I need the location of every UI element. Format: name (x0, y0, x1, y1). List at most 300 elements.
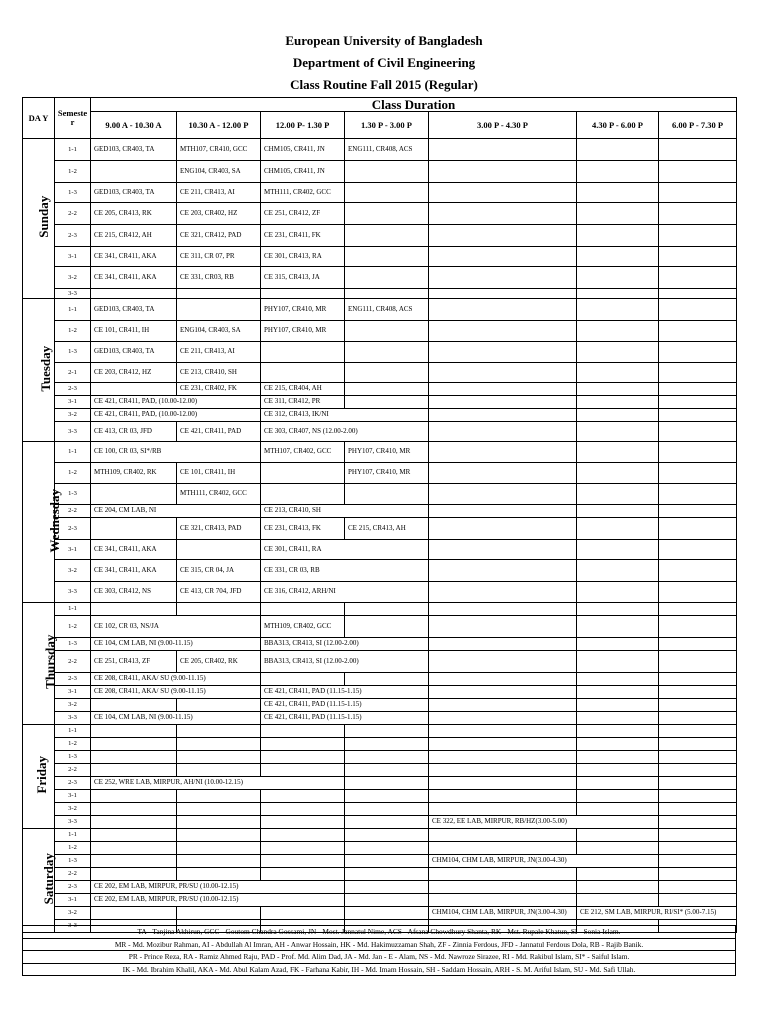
routine-row (23, 582, 737, 603)
class-cell (577, 463, 659, 484)
routine-row (23, 751, 737, 764)
class-cell (659, 673, 737, 686)
class-cell (577, 790, 659, 803)
class-cell (659, 289, 737, 299)
class-cell (577, 363, 659, 383)
class-cell (577, 383, 659, 396)
class-cell: CE 231, CR413, FK (261, 518, 345, 540)
class-cell (429, 505, 577, 518)
routine-row (23, 738, 737, 751)
class-cell: CE 421, CR411, PAD (11.15-1.15) (261, 699, 429, 712)
time-slot-header: 1.30 P - 3.00 P (345, 112, 429, 139)
class-cell: CE 212, SM LAB, MIRPUR, RI/SI* (5.00-7.15) (577, 907, 737, 920)
semester-cell: 3-3 (55, 712, 91, 725)
class-cell (429, 518, 577, 540)
class-cell (345, 161, 429, 183)
class-cell (429, 638, 577, 651)
class-cell (429, 289, 577, 299)
day-label-text: Wednesday (47, 488, 63, 553)
class-cell (577, 651, 659, 673)
day-label-text: Tuesday (38, 345, 54, 392)
routine-body (23, 139, 737, 933)
faculty-legend (22, 925, 736, 976)
class-cell: CE 331, CR03, RB (177, 267, 261, 289)
class-cell (659, 764, 737, 777)
class-cell (261, 738, 345, 751)
class-cell (577, 712, 659, 725)
class-cell (429, 299, 577, 321)
class-cell (659, 409, 737, 422)
class-cell (429, 790, 577, 803)
class-cell (429, 764, 577, 777)
semester-cell: 3-2 (55, 699, 91, 712)
routine-row (23, 638, 737, 651)
class-cell (429, 686, 577, 699)
day-label (23, 829, 55, 933)
routine-row (23, 803, 737, 816)
class-cell (429, 321, 577, 342)
class-cell: BBA313, CR413, SI (12.00-2.00) (261, 651, 429, 673)
class-cell (659, 638, 737, 651)
class-cell (177, 829, 261, 842)
class-cell: PHY107, CR410, MR (345, 442, 429, 463)
class-cell (659, 855, 737, 868)
class-cell (345, 764, 429, 777)
routine-row (23, 816, 737, 829)
semester-cell: 1-3 (55, 484, 91, 505)
semester-cell: 1-1 (55, 442, 91, 463)
class-cell (429, 868, 577, 881)
class-cell (177, 764, 261, 777)
class-cell (345, 289, 429, 299)
class-cell (577, 638, 659, 651)
class-cell: CE 421, CR411, PAD (11.15-1.15) (261, 686, 429, 699)
class-cell (429, 803, 577, 816)
class-cell (261, 751, 345, 764)
semester-cell: 2-3 (55, 383, 91, 396)
time-slot-header: 9.00 A - 10.30 A (91, 112, 177, 139)
class-cell (345, 396, 429, 409)
semester-cell: 1-1 (55, 829, 91, 842)
class-cell (659, 540, 737, 560)
class-cell: CE 421, CR411, PAD, (10.00-12.00) (91, 396, 261, 409)
class-cell: CE 312, CR413, IK/NI (261, 409, 429, 422)
class-cell (345, 855, 429, 868)
class-cell (91, 907, 177, 920)
routine-row (23, 686, 737, 699)
class-cell (429, 829, 577, 842)
routine-row (23, 790, 737, 803)
class-cell (577, 881, 659, 894)
semester-cell: 1-3 (55, 183, 91, 203)
routine-row (23, 855, 737, 868)
class-cell (577, 484, 659, 505)
class-cell (429, 699, 577, 712)
class-duration-header: Class Duration (91, 98, 737, 112)
routine-row (23, 321, 737, 342)
class-cell: CE 315, CR413, JA (261, 267, 345, 289)
day-label-text: Thursday (42, 634, 58, 690)
semester-cell: 3-1 (55, 396, 91, 409)
class-cell (91, 161, 177, 183)
routine-header (0, 30, 768, 96)
class-cell (577, 616, 659, 638)
class-cell (577, 560, 659, 582)
class-cell (659, 342, 737, 363)
class-cell (345, 342, 429, 363)
routine-row (23, 409, 737, 422)
class-cell: CE 213, CR410, SH (261, 505, 429, 518)
routine-row (23, 183, 737, 203)
class-cell (659, 183, 737, 203)
routine-row (23, 247, 737, 267)
class-cell: CE 202, EM LAB, MIRPUR, PR/SU (10.00-12.15) (91, 881, 345, 894)
semester-cell: 1-2 (55, 842, 91, 855)
class-cell (345, 738, 429, 751)
class-cell: CE 301, CR411, RA (261, 540, 429, 560)
day-label-text: Sunday (36, 196, 52, 238)
class-cell (659, 803, 737, 816)
class-cell (577, 203, 659, 225)
class-cell (177, 816, 261, 829)
class-cell (659, 790, 737, 803)
class-cell (91, 484, 177, 505)
class-cell (659, 651, 737, 673)
class-cell (261, 907, 345, 920)
class-cell (577, 161, 659, 183)
class-cell: CE 215, CR404, AH (261, 383, 345, 396)
class-cell (577, 894, 659, 907)
class-cell (91, 518, 177, 540)
routine-row (23, 289, 737, 299)
class-cell (345, 829, 429, 842)
class-cell (429, 673, 577, 686)
semester-cell: 3-1 (55, 790, 91, 803)
class-cell: CE 315, CR 04, JA (177, 560, 261, 582)
routine-row (23, 829, 737, 842)
semester-cell: 2-3 (55, 881, 91, 894)
class-cell: CE 208, CR411, AKA/ SU (9.00-11.15) (91, 686, 261, 699)
class-cell (429, 183, 577, 203)
class-cell: CE 215, CR412, AH (91, 225, 177, 247)
class-cell (345, 321, 429, 342)
class-cell (177, 699, 261, 712)
class-cell: GED103, CR403, TA (91, 139, 177, 161)
class-cell (261, 829, 345, 842)
class-cell (429, 442, 577, 463)
class-cell (429, 894, 577, 907)
class-cell: CE 321, CR412, PAD (177, 225, 261, 247)
class-cell (345, 484, 429, 505)
class-cell (659, 363, 737, 383)
class-cell: MTH109, CR402, GCC (261, 616, 345, 638)
class-cell (659, 518, 737, 540)
day-label (23, 139, 55, 299)
class-cell (659, 751, 737, 764)
class-cell (659, 686, 737, 699)
legend-line: PR - Prince Reza, RA - Ramiz Ahmed Raju, PAD - Prof. Md. Alim Dad, JA - Md. Jan - E - Alam, NS - Md. Nawroze Sirazee, RI - Md. Rakibul Islam, SI* - Saiful Islam. (23, 951, 736, 964)
semester-cell: 1-2 (55, 161, 91, 183)
class-cell (659, 422, 737, 442)
semester-cell: 2-2 (55, 651, 91, 673)
university-title: European University of Bangladesh (285, 33, 483, 48)
class-cell: MTH109, CR402, RK (91, 463, 177, 484)
class-routine-table (22, 97, 737, 933)
class-cell (345, 673, 429, 686)
class-cell: CE 100, CR 03, SI*/RB (91, 442, 261, 463)
class-cell (345, 183, 429, 203)
class-cell (429, 603, 577, 616)
class-cell (577, 321, 659, 342)
class-cell (577, 764, 659, 777)
routine-row (23, 422, 737, 442)
class-cell (659, 139, 737, 161)
class-cell (261, 855, 345, 868)
class-cell (91, 751, 177, 764)
class-cell (177, 842, 261, 855)
class-cell (261, 603, 345, 616)
class-cell (91, 829, 177, 842)
class-cell (345, 881, 429, 894)
class-cell (429, 616, 577, 638)
class-cell (91, 790, 177, 803)
class-cell (91, 699, 177, 712)
class-cell: PHY107, CR410, MR (345, 463, 429, 484)
routine-row (23, 505, 737, 518)
class-cell (429, 712, 577, 725)
class-cell (91, 842, 177, 855)
routine-row (23, 907, 737, 920)
semester-cell: 2-3 (55, 777, 91, 790)
class-cell: ENG111, CR408, ACS (345, 139, 429, 161)
class-cell (659, 247, 737, 267)
class-cell (91, 868, 177, 881)
day-label-text: Friday (34, 756, 50, 794)
class-cell (577, 829, 659, 842)
class-cell (177, 738, 261, 751)
semester-cell: 1-2 (55, 321, 91, 342)
class-cell (429, 582, 577, 603)
class-cell (91, 816, 177, 829)
semester-cell: 2-3 (55, 225, 91, 247)
class-cell: CE 208, CR411, AKA/ SU (9.00-11.15) (91, 673, 261, 686)
class-cell (577, 225, 659, 247)
semester-cell: 3-3 (55, 816, 91, 829)
class-cell: CE 341, CR411, AKA (91, 540, 177, 560)
class-cell (659, 225, 737, 247)
class-cell (429, 363, 577, 383)
class-cell: CE 205, CR413, RK (91, 203, 177, 225)
legend-line: MR - Md. Mozibur Rahman, AI - Abdullah Al Imran, AH - Anwar Hossain, HK - Md. Hakimuzzaman Shah, ZF - Zinnia Ferdous, JFD - Jannatul Ferdous Dola, RB - Rajib Banik. (23, 938, 736, 951)
routine-row (23, 463, 737, 484)
class-cell: GED103, CR403, TA (91, 299, 177, 321)
class-cell (429, 267, 577, 289)
semester-cell: 1-1 (55, 299, 91, 321)
class-cell (429, 396, 577, 409)
class-cell (659, 299, 737, 321)
class-cell (659, 894, 737, 907)
class-cell: CE 303, CR407, NS (12.00-2.00) (261, 422, 429, 442)
routine-row (23, 383, 737, 396)
class-cell (659, 738, 737, 751)
class-cell: CE 331, CR 03, RB (261, 560, 429, 582)
routine-row (23, 267, 737, 289)
class-cell: MTH111, CR402, GCC (261, 183, 345, 203)
class-cell (345, 603, 429, 616)
class-cell (577, 540, 659, 560)
day-label-text: Saturday (40, 853, 56, 905)
class-cell (429, 842, 577, 855)
time-slot-header: 12.00 P- 1.30 P (261, 112, 345, 139)
semester-cell: 3-2 (55, 267, 91, 289)
class-cell: MTH111, CR402, GCC (177, 484, 261, 505)
class-cell (659, 560, 737, 582)
class-cell: CE 101, CR411, IH (91, 321, 177, 342)
class-cell (177, 540, 261, 560)
semester-cell: 2-1 (55, 363, 91, 383)
class-cell: CE 211, CR413, AI (177, 183, 261, 203)
semester-cell: 1-3 (55, 751, 91, 764)
class-cell (177, 855, 261, 868)
class-cell (261, 803, 345, 816)
semester-column-header: Semeste r (55, 98, 91, 139)
class-cell (577, 868, 659, 881)
semester-cell: 3-2 (55, 907, 91, 920)
semester-cell: 2-2 (55, 203, 91, 225)
class-cell (577, 582, 659, 603)
class-cell (577, 139, 659, 161)
class-cell: BBA313, CR413, SI (12.00-2.00) (261, 638, 429, 651)
semester-cell: 3-2 (55, 409, 91, 422)
class-cell (577, 777, 659, 790)
class-cell (345, 616, 429, 638)
class-cell (429, 203, 577, 225)
class-cell (345, 363, 429, 383)
routine-row (23, 139, 737, 161)
semester-cell: 1-2 (55, 463, 91, 484)
class-cell: CE 252, WRE LAB, MIRPUR, AH/NI (10.00-12.15) (91, 777, 345, 790)
class-cell: MTH107, CR402, GCC (261, 442, 345, 463)
class-cell (429, 651, 577, 673)
class-cell: MTH107, CR410, GCC (177, 139, 261, 161)
class-cell (261, 816, 345, 829)
class-cell (91, 803, 177, 816)
semester-cell: 2-2 (55, 868, 91, 881)
class-cell (659, 463, 737, 484)
class-cell (577, 267, 659, 289)
class-cell (659, 161, 737, 183)
class-cell (345, 725, 429, 738)
class-cell (345, 751, 429, 764)
class-cell (659, 868, 737, 881)
class-cell (659, 505, 737, 518)
class-cell (177, 299, 261, 321)
semester-cell: 3-1 (55, 540, 91, 560)
class-cell (577, 299, 659, 321)
class-cell (261, 868, 345, 881)
class-cell: CE 311, CR412, PR (261, 396, 345, 409)
routine-row (23, 484, 737, 505)
semester-cell: 1-2 (55, 738, 91, 751)
class-cell: CE 211, CR413, AI (177, 342, 261, 363)
class-cell: CE 102, CR 03, NS/JA (91, 616, 261, 638)
class-cell (577, 686, 659, 699)
class-cell: CE 231, CR411, FK (261, 225, 345, 247)
class-cell (177, 803, 261, 816)
class-cell (429, 247, 577, 267)
routine-row (23, 881, 737, 894)
semester-cell: 3-3 (55, 422, 91, 442)
day-label (23, 299, 55, 442)
routine-row (23, 560, 737, 582)
semester-cell: 1-1 (55, 603, 91, 616)
class-cell: CE 421, CR411, PAD (11.15-1.15) (261, 712, 429, 725)
class-cell (91, 738, 177, 751)
class-cell: CE 316, CR412, ARH/NI (261, 582, 429, 603)
class-cell (429, 225, 577, 247)
time-slot-header: 3.00 P - 4.30 P (429, 112, 577, 139)
class-cell (577, 842, 659, 855)
class-cell (91, 764, 177, 777)
day-label (23, 725, 55, 829)
time-slot-header: 6.00 P - 7.30 P (659, 112, 737, 139)
class-cell: CE 311, CR 07, PR (177, 247, 261, 267)
class-cell (429, 881, 577, 894)
time-slot-header: 4.30 P - 6.00 P (577, 112, 659, 139)
class-cell (577, 751, 659, 764)
class-cell (261, 289, 345, 299)
class-cell: GED103, CR403, TA (91, 183, 177, 203)
class-cell (659, 442, 737, 463)
class-cell (345, 842, 429, 855)
routine-row (23, 203, 737, 225)
class-cell: ENG111, CR408, ACS (345, 299, 429, 321)
class-cell (345, 267, 429, 289)
class-cell (429, 725, 577, 738)
class-cell: CE 413, CR 704, JFD (177, 582, 261, 603)
class-cell (659, 777, 737, 790)
routine-row (23, 673, 737, 686)
class-cell: CE 421, CR411, PAD (177, 422, 261, 442)
semester-cell: 3-1 (55, 247, 91, 267)
class-cell (261, 484, 345, 505)
routine-row (23, 161, 737, 183)
semester-cell: 3-2 (55, 803, 91, 816)
class-cell (577, 342, 659, 363)
routine-row (23, 651, 737, 673)
class-cell: CE 301, CR413, RA (261, 247, 345, 267)
class-cell: CE 303, CR412, NS (91, 582, 177, 603)
class-cell (177, 289, 261, 299)
routine-row (23, 725, 737, 738)
class-cell (429, 409, 577, 422)
semester-cell: 1-3 (55, 855, 91, 868)
class-cell (261, 790, 345, 803)
class-cell: CE 101, CR411, IH (177, 463, 261, 484)
class-cell (659, 203, 737, 225)
class-cell (429, 484, 577, 505)
class-cell (577, 422, 659, 442)
class-cell: CE 202, EM LAB, MIRPUR, PR/SU (10.00-12.15) (91, 894, 345, 907)
class-cell (577, 725, 659, 738)
class-cell (659, 725, 737, 738)
class-cell: CE 251, CR412, ZF (261, 203, 345, 225)
class-cell (429, 422, 577, 442)
class-cell: CE 421, CR411, PAD, (10.00-12.00) (91, 409, 261, 422)
semester-cell: 3-1 (55, 894, 91, 907)
class-cell: ENG104, CR403, SA (177, 161, 261, 183)
time-slot-header: 10.30 A - 12.00 P (177, 112, 261, 139)
